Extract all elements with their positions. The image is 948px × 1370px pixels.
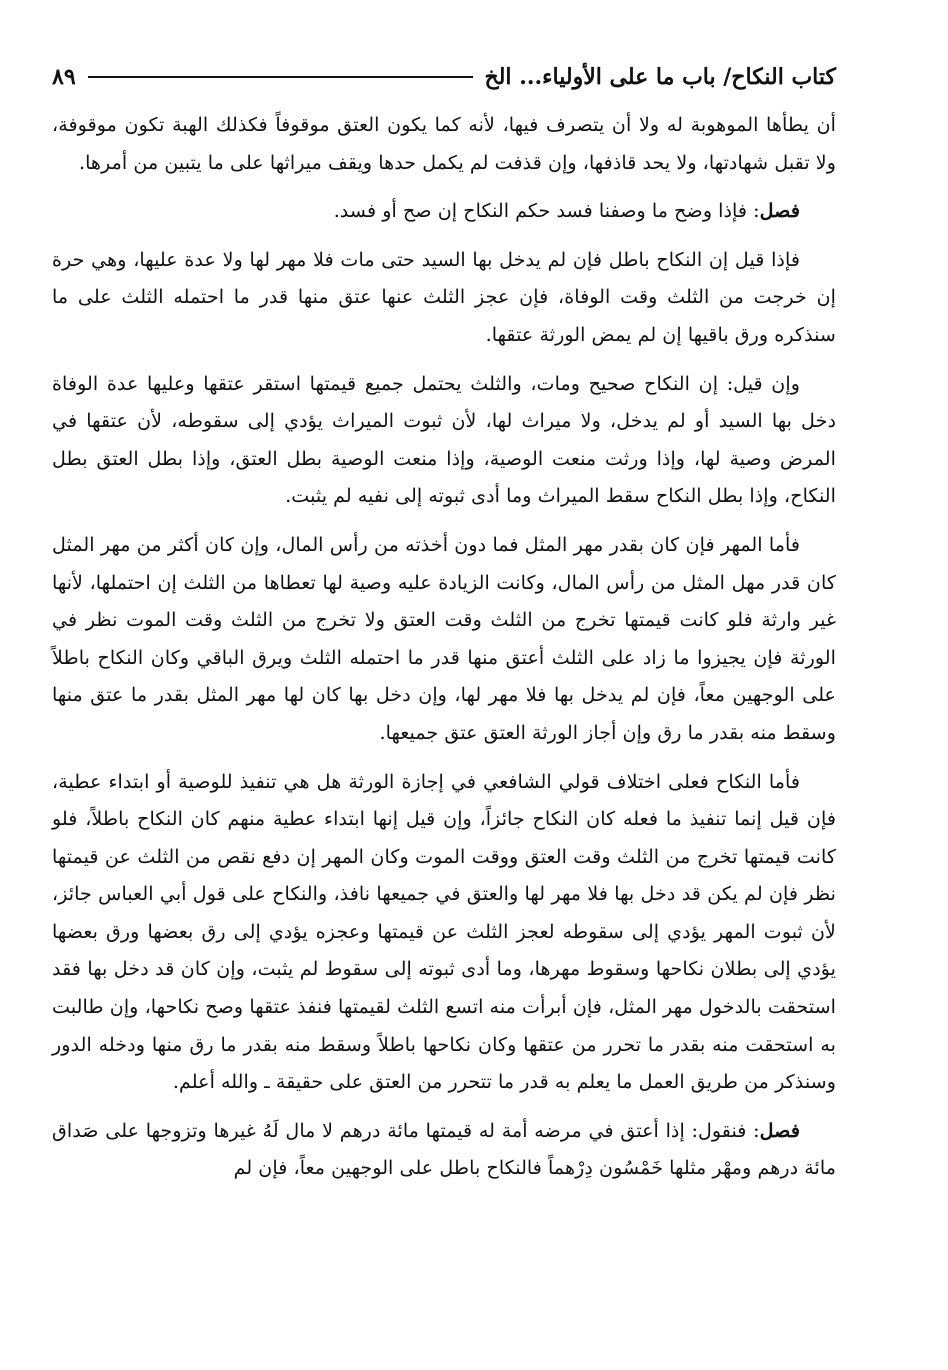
page-number: ٨٩	[52, 64, 76, 90]
paragraph-text: : فإذا وضح ما وصفنا فسد حكم النكاح إن صح أو فسد.	[333, 199, 760, 223]
section-paragraph	[52, 192, 836, 230]
chapter-title: كتاب النكاح/ باب ما على الأولياء... الخ	[484, 64, 836, 90]
paragraph-text: أن يطأها الموهوبة له ولا أن يتصرف فيها، لأنه كما يكون العتق موقوفاً فكذلك الهبة تكون موقوفة، ولا تقبل شهادتها، ولا يحد قاذفها، وإن قذفت لم يكمل حدها ويقف ميراثها على ما يتبين من أمرها.	[52, 113, 836, 174]
header-rule	[88, 76, 473, 78]
book-page	[52, 60, 836, 1330]
paragraph	[52, 106, 836, 181]
paragraph	[52, 365, 836, 515]
running-header	[52, 60, 836, 94]
paragraph-text: فأما المهر فإن كان بقدر مهر المثل فما دون أخذته من رأس المال، وإن كان أكثر من مهر المثل كان قدر مهل المثل من رأس المال، وكانت الزيادة عليه وصية لها تعطاها من الثلث إن احتملها، لأنها غير وارثة فلو كانت قيمتها تخرج من الثلث وقت العتق ولا تخرج من الثلث وقت الموت نظر في الورثة فإن يجيزوا ما زاد على الثلث أعتق منها قدر ما احتمله الثلث ويرق الباقي وكان النكاح باطلاً على الوجهين معاً، فإن لم يدخل بها فلا مهر لها، وإن دخل بها كان لها مهر المثل بقدر ما عتق منها وسقط منه بقدر ما رق وإن أجاز الورثة العتق عتق جميعها.	[52, 532, 836, 744]
section-term: فصل	[759, 199, 800, 223]
body-text	[52, 106, 836, 1187]
paragraph	[52, 526, 836, 752]
paragraph-text: وإن قيل: إن النكاح صحيح ومات، والثلث يحتمل جميع قيمتها استقر عتقها وعليها عدة الوفاة دخل بها السيد أو لم يدخل، ولا ميراث لها، لأن ثبوت الميراث يؤدي إلى سقوطه، لأن عتقها في المرض وصية لها، وإذا ورثت منعت الوصية، وإذا منعت الوصية بطل العتق، وإذا بطل العتق بطل النكاح، وإذا بطل النكاح سقط الميراث وما أدى ثبوته إلى نفيه لم يثبت.	[52, 371, 836, 508]
section-paragraph	[52, 1112, 836, 1187]
section-term: فصل	[759, 1118, 800, 1142]
paragraph-text: فأما النكاح فعلى اختلاف قولي الشافعي في إجازة الورثة هل هي تنفيذ للوصية أو ابتداء عطية، فإن قيل إنما تنفيذ ما فعله كان النكاح جائزاً، وإن قيل إنها ابتداء عطية منهم كان النكاح باطلاً، فلو كانت قيمتها تخرج من الثلث وقت العتق ووقت الموت وكان المهر إن دفع نقص من الثلث عن قيمتها نظر فإن لم يكن قد دخل بها فلا مهر لها والعتق في جميعها نافذ، والنكاح على قول أبي العباس جائز، لأن ثبوت المهر يؤدي إلى سقوطه لعجز الثلث عن قيمتها وعجزه يؤدي إلى رق بعضها ورق بعضها يؤدي إلى بطلان نكاحها وسقوط مهرها، وما أدى ثبوته إلى سقوط لم يثبت، وإن كان قد دخل بها فقد استحقت بالدخول مهر المثل، فإن أبرأت منه اتسع الثلث لقيمتها فنفذ عتقها وصح نكاحها، وإن طالبت به استحقت منه بقدر ما تحرر من عتقها وكان نكاحها باطلاً وسقط منه بقدر ما رق منها ودخله الدور وسنذكر من طريق العمل ما يعلم به قدر ما تتحرر من العتق على حقيقة ـ والله أعلم.	[52, 769, 836, 1094]
paragraph	[52, 241, 836, 354]
paragraph	[52, 763, 836, 1101]
paragraph-text: : فنقول: إذا أعتق في مرضه أمة له قيمتها مائة درهم لا مال لَهُ غيرها وتزوجها على صَداق مائة درهم ومهْر مثلها خَمْسُون دِرْهماً فالنكاح باطل على الوجهين معاً، فإن لم	[52, 1118, 836, 1180]
paragraph-text: فإذا قيل إن النكاح باطل فإن لم يدخل بها السيد حتى مات فلا مهر لها ولا عدة عليها، وهي حرة إن خرجت من الثلث وقت الوفاة، فإن عجز الثلث عنها عتق منها قدر ما احتمله الثلث على ما سنذكره ورق باقيها إن لم يمض الورثة عتقها.	[52, 247, 836, 346]
